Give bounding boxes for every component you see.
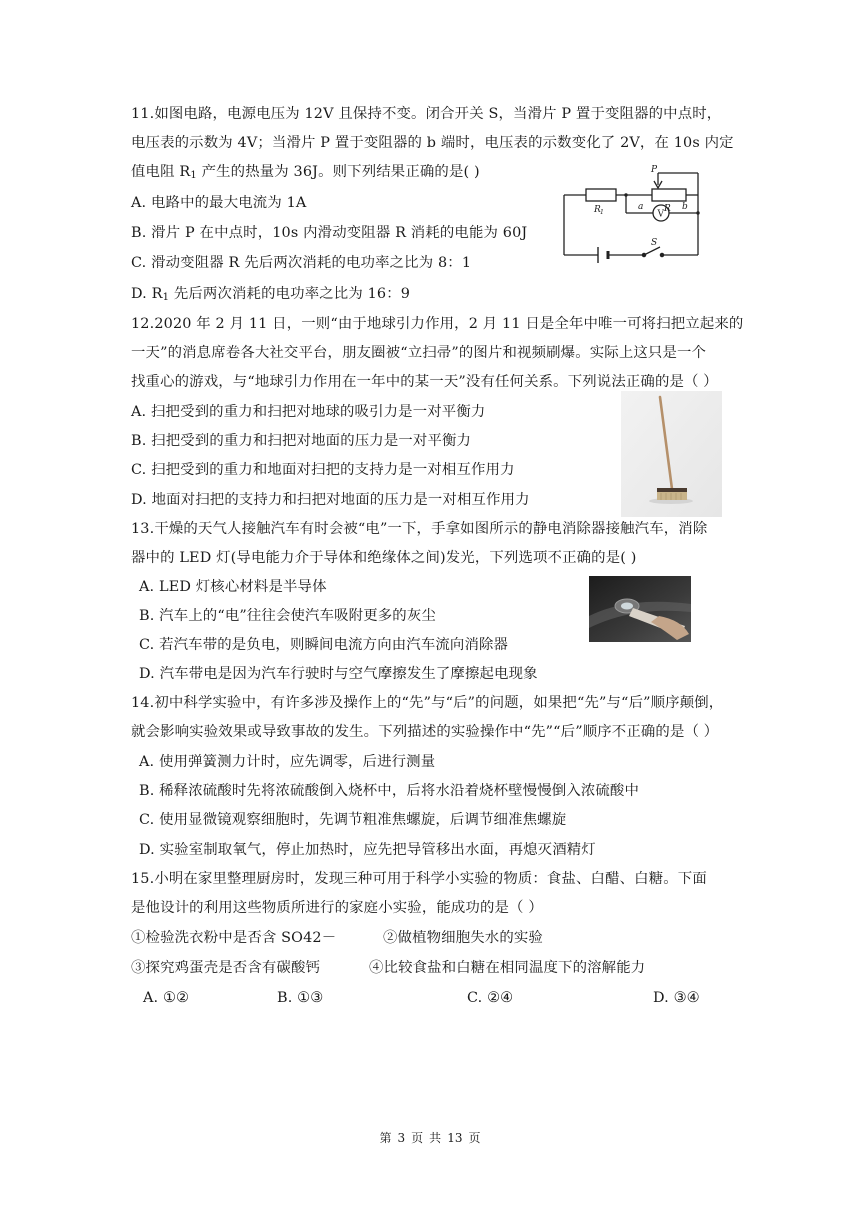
label-p: P: [651, 165, 658, 175]
q13-option-c: C. 若汽车带的是负电，则瞬间电流方向由汽车流向消除器: [139, 637, 509, 653]
page-footer: [0, 1130, 860, 1146]
footer-ye-2: 页: [468, 1131, 481, 1145]
q13-stem-line-2: 器中的 LED 灯(导电能力介于导体和绝缘体之间)发光，下列选项不正确的是( ): [131, 550, 637, 566]
q12-option-a: A. 扫把受到的重力和扫把对地球的吸引力是一对平衡力: [131, 404, 486, 420]
q11-stem-line-3: 值电阻 $R_1$ 产生的热量为 36J。则下列结果正确的是( ): [131, 164, 480, 181]
q14-option-c: C. 使用显微镜观察细胞时，先调节粗准焦螺旋，后调节细准焦螺旋: [139, 812, 567, 828]
q15-item-1: ①检验洗衣粉中是否含 SO42－: [131, 930, 337, 946]
q15-option-d: D. ③④: [653, 990, 700, 1006]
q14-stem-line-1: 14.初中科学实验中，有许多涉及操作上的“先”与“后”的问题，如果把“先”与“后”顺序颠倒，: [131, 695, 724, 711]
q12-option-d: D. 地面对扫把的支持力和扫把对地面的压力是一对相互作用力: [131, 492, 530, 508]
q15-item-3: ③探究鸡蛋壳是否含有碳酸钙: [131, 960, 321, 976]
q12-stem-line-3: 找重心的游戏，与“地球引力作用在一年中的某一天”没有任何关系。下列说法正确的是（ ）: [131, 374, 718, 390]
q15-item-2: ②做植物细胞失水的实验: [383, 930, 543, 946]
q15-option-a: A. ①②: [143, 990, 190, 1006]
rheostat-r: [652, 189, 686, 201]
q11-option-c: C. 滑动变阻器 R 先后两次消耗的电功率之比为 8：1: [131, 255, 472, 271]
q14-option-d: D. 实验室制取氧气，停止加热时，应先把导管移出水面，再熄灭酒精灯: [139, 842, 596, 858]
broom-image: [621, 391, 722, 517]
q12-option-b: B. 扫把受到的重力和扫把对地面的压力是一对平衡力: [131, 433, 472, 449]
q11-option-d: D. $R_1$ 先后两次消耗的电功率之比为 16：9: [131, 286, 411, 303]
q14-stem-line-2: 就会影响实验效果或导致事故的发生。下列描述的实验操作中“先”“后”顺序不正确的是（ ）: [131, 724, 719, 740]
q15-item-row-2: [131, 958, 646, 978]
footer-gong: 共: [429, 1131, 442, 1145]
circuit-diagram: [558, 163, 704, 263]
q12-stem-line-1: 12.2020 年 2 月 11 日，一则“由于地球引力作用，2 月 11 日是全年中唯一可将扫把立起来的: [131, 316, 744, 332]
q12-option-c: C. 扫把受到的重力和地面对扫把的支持力是一对相互作用力: [131, 462, 515, 478]
q15-item-4: ④比较食盐和白糖在相同温度下的溶解能力: [369, 960, 646, 976]
switch-s: [644, 247, 660, 255]
q13-option-b: B. 汽车上的“电”往往会使汽车吸附更多的灰尘: [139, 608, 436, 624]
q13-stem-line-1: 13.干燥的天气人接触汽车有时会被“电”一下，手拿如图所示的静电消除器接触汽车，消除: [131, 521, 708, 537]
q11-stem-line-2: 电压表的示数为 4V；当滑片 P 置于变阻器的 b 端时，电压表的示数变化了 2V，在 10s 内定: [131, 135, 734, 151]
static-eliminator-image: [589, 576, 691, 642]
q11-option-a: A. 电路中的最大电流为 1A: [131, 195, 307, 211]
q13-option-d: D. 汽车带电是因为汽车行驶时与空气摩擦发生了摩擦起电现象: [139, 666, 538, 682]
battery: [598, 247, 608, 263]
q15-stem-line-2: 是他设计的利用这些物质所进行的家庭小实验，能成功的是（ ）: [131, 900, 543, 916]
label-r1-sub: 1: [600, 209, 604, 216]
q12-stem-line-2: 一天”的消息席卷各大社交平台，朋友圈被“立扫帚”的图片和视频刷爆。实际上这只是一个: [131, 345, 707, 361]
q14-option-a: A. 使用弹簧测力计时，应先调零，后进行测量: [139, 754, 436, 770]
footer-total-pages: 13: [447, 1131, 463, 1145]
footer-di: 第: [379, 1131, 392, 1145]
label-b: b: [682, 202, 688, 212]
label-v: V: [657, 209, 664, 220]
footer-ye-1: 页: [411, 1131, 424, 1145]
q14-option-b: B. 稀释浓硫酸时先将浓硫酸倒入烧杯中，后将水沿着烧杯壁慢慢倒入浓硫酸中: [139, 783, 640, 799]
q11-stem-line-1: 11.如图电路，电源电压为 12V 且保持不变。闭合开关 S，当滑片 P 置于变阻器的中点时，: [131, 106, 722, 122]
footer-page-number: 3: [397, 1131, 406, 1145]
label-r: R: [664, 204, 671, 214]
resistor-r1: [586, 189, 616, 201]
q15-option-b: B. ①③: [277, 990, 324, 1006]
q15-item-row-1: [131, 928, 543, 948]
q11-option-b: B. 滑片 P 在中点时，10s 内滑动变阻器 R 消耗的电能为 60J: [131, 225, 528, 241]
label-a: a: [638, 202, 644, 212]
q15-stem-line-1: 15.小明在家里整理厨房时，发现三种可用于科学小实验的物质：食盐、白醋、白糖。下面: [131, 871, 707, 887]
q15-option-c: C. ②④: [467, 990, 514, 1006]
label-r1: R: [594, 205, 601, 215]
q13-option-a: A. LED 灯核心材料是半导体: [139, 579, 327, 595]
label-s: S: [651, 238, 658, 248]
